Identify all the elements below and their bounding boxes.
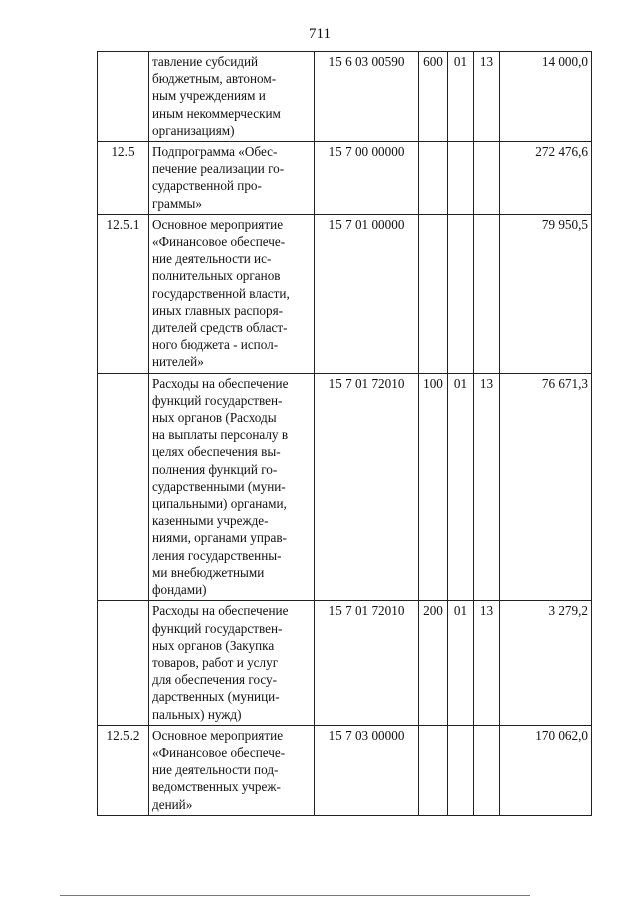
name-line: печение реализации го- xyxy=(152,161,285,177)
row-name xyxy=(149,601,315,725)
name-line: «Финансовое обеспече- xyxy=(152,744,286,760)
row-section: 01 xyxy=(448,601,474,725)
row-subsection xyxy=(474,142,500,215)
row-number xyxy=(98,373,149,601)
row-expense-type xyxy=(419,725,448,815)
row-expense-type: 600 xyxy=(419,52,448,142)
name-line: бюджетным, автоном- xyxy=(152,71,277,87)
row-sum: 170 062,0 xyxy=(500,725,592,815)
row-subsection xyxy=(474,214,500,373)
name-line: дителей средств област- xyxy=(152,320,288,336)
name-line: ным учреждениям и xyxy=(152,88,266,104)
row-sum: 76 671,3 xyxy=(500,373,592,601)
name-line: ления государственны- xyxy=(152,547,282,563)
name-line: ние деятельности под- xyxy=(152,762,279,778)
name-line: ных органов (Закупка xyxy=(152,637,275,653)
name-line: для обеспечения госу- xyxy=(152,672,278,688)
row-subsection: 13 xyxy=(474,601,500,725)
name-line: полнения функций го- xyxy=(152,461,278,477)
row-subsection xyxy=(474,725,500,815)
name-line: ми внебюджетными xyxy=(152,564,265,580)
row-section: 01 xyxy=(448,373,474,601)
name-line: пальных) нужд) xyxy=(152,706,242,722)
table-row xyxy=(98,214,592,373)
name-line: иных главных распоря- xyxy=(152,302,284,318)
row-code: 15 7 00 00000 xyxy=(315,142,419,215)
name-line: нителей» xyxy=(152,354,204,370)
row-expense-type xyxy=(419,214,448,373)
table-row xyxy=(98,725,592,815)
name-line: казенными учрежде- xyxy=(152,513,269,529)
name-line: целях обеспечения вы- xyxy=(152,444,281,460)
name-line: Расходы на обеспечение xyxy=(152,375,289,391)
row-number xyxy=(98,601,149,725)
page-number: 711 xyxy=(309,26,331,42)
name-line: функций государствен- xyxy=(152,620,283,636)
row-expense-type: 200 xyxy=(419,601,448,725)
name-line: фондами) xyxy=(152,582,207,598)
row-name xyxy=(149,373,315,601)
row-subsection: 13 xyxy=(474,52,500,142)
row-sum: 3 279,2 xyxy=(500,601,592,725)
row-code: 15 7 01 00000 xyxy=(315,214,419,373)
name-line: сударственными (муни- xyxy=(152,478,286,494)
name-line: ного бюджета - испол- xyxy=(152,337,279,353)
name-line: Подпрограмма «Обес- xyxy=(152,144,278,160)
name-line: иным некоммерческим xyxy=(152,105,281,121)
table-row xyxy=(98,142,592,215)
row-section xyxy=(448,725,474,815)
row-number: 12.5.1 xyxy=(98,214,149,373)
row-code: 15 7 01 72010 xyxy=(315,373,419,601)
name-line: ние деятельности ис- xyxy=(152,251,272,267)
row-code: 15 7 01 72010 xyxy=(315,601,419,725)
name-line: государственной власти, xyxy=(152,285,290,301)
row-section: 01 xyxy=(448,52,474,142)
row-number: 12.5 xyxy=(98,142,149,215)
name-line: Основное мероприятие xyxy=(152,727,284,743)
name-line: дарственных (муници- xyxy=(152,689,280,705)
table-row xyxy=(98,52,592,142)
table-row xyxy=(98,373,592,601)
row-number: 12.5.2 xyxy=(98,725,149,815)
row-name xyxy=(149,142,315,215)
name-line: сударственной про- xyxy=(152,178,262,194)
row-expense-type xyxy=(419,142,448,215)
name-line: тавление субсидий xyxy=(152,54,259,69)
name-line: ниями, органами управ- xyxy=(152,530,287,546)
name-line: полнительных органов xyxy=(152,268,281,284)
name-line: дений» xyxy=(152,796,193,812)
name-line: Основное мероприятие xyxy=(152,216,284,232)
bottom-divider xyxy=(60,895,530,896)
name-line: организациям) xyxy=(152,122,235,138)
row-number xyxy=(98,52,149,142)
row-code: 15 7 03 00000 xyxy=(315,725,419,815)
name-line: ведомственных учреж- xyxy=(152,779,281,795)
name-line: функций государствен- xyxy=(152,392,283,408)
name-line: «Финансовое обеспече- xyxy=(152,234,286,250)
row-sum: 79 950,5 xyxy=(500,214,592,373)
row-sum: 14 000,0 xyxy=(500,52,592,142)
name-line: граммы» xyxy=(152,195,203,211)
name-line: ципальными) органами, xyxy=(152,496,287,512)
row-code: 15 6 03 00590 xyxy=(315,52,419,142)
budget-table xyxy=(97,51,592,816)
row-section xyxy=(448,142,474,215)
row-expense-type: 100 xyxy=(419,373,448,601)
row-name xyxy=(149,52,315,142)
row-section xyxy=(448,214,474,373)
row-sum: 272 476,6 xyxy=(500,142,592,215)
name-line: товаров, работ и услуг xyxy=(152,654,279,670)
name-line: ных органов (Расходы xyxy=(152,410,277,426)
name-line: Расходы на обеспечение xyxy=(152,603,289,619)
row-name xyxy=(149,214,315,373)
name-line: на выплаты персоналу в xyxy=(152,427,289,443)
table-row xyxy=(98,601,592,725)
row-subsection: 13 xyxy=(474,373,500,601)
row-name xyxy=(149,725,315,815)
